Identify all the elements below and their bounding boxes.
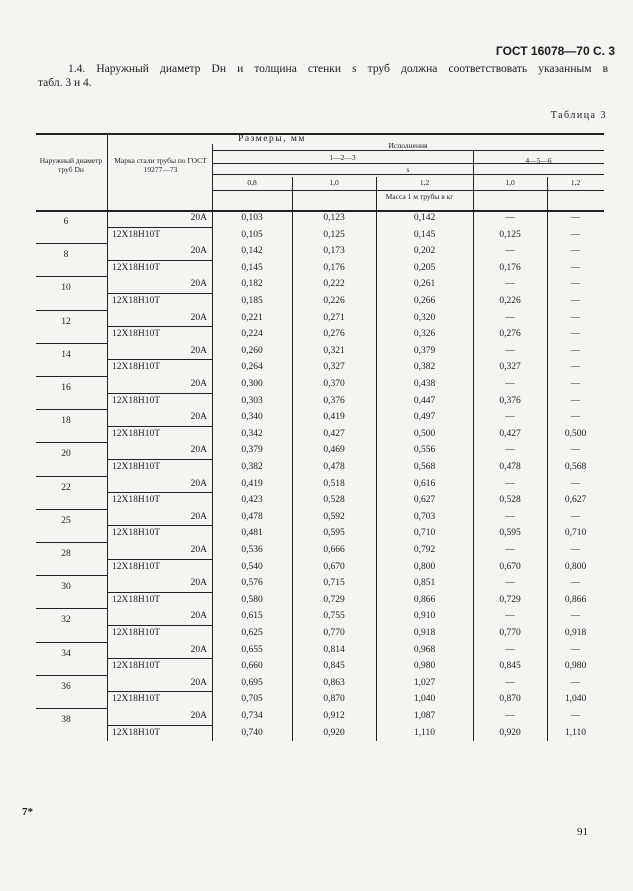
mass-value-cell: 0,226	[499, 296, 521, 306]
mass-value-cell: 0,419	[241, 478, 263, 489]
mass-value-cell: 0,792	[413, 545, 436, 555]
table-label: Таблица 3	[550, 110, 607, 121]
steel-grade-cell: 20А	[190, 611, 207, 622]
mass-value-cell: 0,447	[413, 395, 436, 406]
mass-value-cell: —	[570, 279, 581, 290]
mass-value-cell: 0,125	[499, 229, 521, 240]
mass-value-cell: 0,427	[323, 428, 345, 439]
mass-value-cell: —	[570, 677, 581, 688]
mass-value-cell: —	[505, 644, 515, 655]
mass-value-cell: 0,478	[241, 511, 263, 522]
mass-value-cell: 0,266	[413, 296, 436, 306]
paragraph-line-2: табл. 3 и 4.	[38, 77, 92, 89]
mass-value-cell: 0,814	[323, 644, 345, 655]
thickness-col-5: 1,2	[570, 178, 581, 187]
mass-header: Масса 1 м трубы в кг	[385, 192, 454, 201]
mass-value-cell: 0,980	[564, 661, 587, 672]
mass-value-cell: 0,734	[241, 711, 263, 721]
steel-grade-header: Марка стали трубы по ГОСТ 19277—73	[114, 156, 207, 174]
mass-value-cell: 0,518	[323, 478, 345, 489]
mass-value-cell: 0,568	[564, 462, 587, 472]
diameter-group-rule	[36, 575, 107, 576]
steel-grade-cell: 12Х18Н10Т	[112, 296, 161, 306]
mass-value-cell: 0,382	[413, 362, 436, 373]
mass-value-cell: 1,040	[413, 694, 436, 705]
steel-row-rule	[107, 525, 212, 526]
steel-row-rule	[107, 725, 212, 726]
steel-grade-cell: 12Х18Н10Т	[112, 594, 161, 605]
mass-value-cell: 0,221	[241, 312, 263, 323]
steel-grade-cell: 12Х18Н10Т	[112, 229, 161, 240]
steel-grade-cell: 12Х18Н10Т	[112, 395, 161, 406]
s-rule	[212, 174, 604, 175]
mass-value-cell: 0,912	[323, 711, 345, 721]
mass-value-cell: 0,800	[564, 561, 587, 572]
diameter-group-rule	[36, 675, 107, 676]
mass-value-cell: —	[570, 213, 581, 223]
mass-value-cell: 0,376	[323, 395, 345, 406]
mass-value-cell: 0,105	[241, 229, 263, 240]
mass-value-cell: 0,616	[413, 478, 436, 489]
mass-value-cell: —	[570, 379, 581, 389]
outer-diameter-header: Наружный диаметр труб Dн	[39, 156, 103, 174]
diameter-group-rule	[36, 476, 107, 477]
mass-value-cell: 0,320	[413, 312, 436, 323]
mass-value-cell: —	[570, 511, 581, 522]
steel-grade-cell: 20А	[190, 677, 207, 688]
mass-value-cell: 0,185	[241, 296, 263, 306]
mass-value-cell: —	[505, 711, 515, 721]
mass-value-cell: 0,568	[413, 462, 436, 472]
mass-value-cell: —	[505, 412, 515, 423]
diameter-cell: 32	[61, 615, 71, 626]
steel-grade-cell: 20А	[190, 478, 207, 489]
mass-value-cell: —	[570, 611, 581, 622]
steel-grade-cell: 20А	[190, 545, 207, 555]
mass-value-cell: —	[505, 677, 515, 688]
mass-value-cell: 0,627	[564, 495, 587, 506]
mass-value-cell: 0,260	[241, 345, 263, 356]
steel-row-rule	[107, 658, 212, 659]
diameter-group-rule	[36, 376, 107, 377]
diameter-group-rule	[36, 243, 107, 244]
mass-value-cell: 0,342	[241, 428, 263, 439]
mass-value-cell: 0,615	[241, 611, 263, 622]
mass-value-cell: 0,226	[323, 296, 345, 306]
mass-value-cell: 1,027	[413, 677, 436, 688]
mass-value-cell: 0,224	[241, 329, 263, 340]
steel-grade-cell: 12Х18Н10Т	[112, 329, 161, 340]
mass-value-cell: 0,423	[241, 495, 263, 506]
mass-value-cell: 0,145	[241, 262, 263, 273]
mass-value-cell: 0,271	[323, 312, 345, 323]
diameter-group-rule	[36, 276, 107, 277]
steel-grade-cell: 20А	[190, 578, 207, 589]
mass-value-cell: 0,770	[499, 628, 521, 638]
mass-value-cell: 0,276	[323, 329, 345, 340]
mass-value-cell: 0,497	[413, 412, 436, 423]
mass-value-cell: 0,863	[323, 677, 345, 688]
steel-row-rule	[107, 326, 212, 327]
mass-value-cell: 0,755	[323, 611, 345, 622]
mass-value-cell: 0,910	[413, 611, 436, 622]
mass-value-cell: 1,040	[564, 694, 587, 705]
diameter-cell: 8	[63, 250, 69, 261]
mass-value-cell: —	[570, 329, 581, 340]
mass-value-cell: 0,419	[323, 412, 345, 423]
execution-rule	[212, 150, 604, 151]
thickness-col-1: 0,8	[247, 178, 257, 187]
mass-value-cell: 0,556	[413, 445, 436, 456]
mass-value-cell: —	[570, 296, 581, 306]
mass-value-cell: 0,695	[241, 677, 263, 688]
steel-grade-cell: 20А	[190, 711, 207, 721]
steel-row-rule	[107, 625, 212, 626]
diameter-cell: 16	[61, 383, 71, 393]
paragraph-line-1: 1.4. Наружный диаметр Dн и толщина стенки s труб должна соответствовать указанным в	[68, 63, 608, 75]
mass-value-cell: 0,173	[323, 246, 345, 257]
mass-value-cell: 0,176	[499, 262, 521, 273]
steel-grade-cell: 20А	[190, 379, 207, 389]
steel-grade-cell: 12Х18Н10Т	[112, 362, 161, 373]
diameter-cell: 6	[63, 217, 69, 227]
thickness-col-4: 1,0	[505, 178, 515, 187]
thickness-col-2: 1,0	[329, 178, 339, 187]
mass-value-cell: 0,710	[413, 528, 436, 539]
diameter-cell: 14	[61, 349, 71, 360]
mass-value-cell: —	[505, 312, 515, 323]
mass-value-cell: 0,222	[323, 279, 345, 290]
mass-value-cell: —	[570, 395, 581, 406]
mass-value-cell: 0,528	[323, 495, 345, 506]
diameter-cell: 30	[61, 582, 71, 593]
mass-value-cell: 0,918	[564, 628, 587, 638]
mass-value-cell: 0,469	[323, 445, 345, 456]
mass-value-cell: 0,870	[323, 694, 345, 705]
mass-value-cell: —	[505, 545, 515, 555]
steel-grade-cell: 12Х18Н10Т	[112, 262, 161, 273]
steel-grade-cell: 20А	[190, 312, 207, 323]
mass-value-cell: —	[570, 312, 581, 323]
mass-value-cell: 0,666	[323, 545, 345, 555]
mass-value-cell: 0,528	[499, 495, 521, 506]
mass-value-cell: 0,103	[241, 213, 263, 223]
mass-value-cell: 0,845	[499, 661, 521, 672]
mass-value-cell: 0,920	[499, 727, 521, 738]
mass-value-cell: 0,670	[323, 561, 345, 572]
mass-value-cell: 0,376	[499, 395, 521, 406]
diameter-group-rule	[36, 343, 107, 344]
steel-grade-cell: 12Х18Н10Т	[112, 495, 161, 506]
steel-grade-cell: 20А	[190, 445, 207, 456]
mass-value-cell: —	[505, 279, 515, 290]
mass-value-cell: —	[505, 379, 515, 389]
diameter-group-rule	[36, 310, 107, 311]
steel-row-rule	[107, 227, 212, 228]
mass-value-cell: 0,300	[241, 379, 263, 389]
header-bottom-rule	[36, 210, 604, 212]
mass-value-cell: 0,660	[241, 661, 263, 672]
mass-value-cell: —	[570, 246, 581, 257]
diameter-group-rule	[36, 642, 107, 643]
mass-value-cell: 0,123	[323, 213, 345, 223]
mass-value-cell: 0,379	[413, 345, 436, 356]
mass-value-cell: 0,980	[413, 661, 436, 672]
mass-value-cell: 0,592	[323, 511, 345, 522]
mass-value-cell: 0,740	[241, 727, 263, 738]
mass-value-cell: 0,627	[413, 495, 436, 506]
mass-value-cell: 0,705	[241, 694, 263, 705]
mass-value-cell: 0,670	[499, 561, 521, 572]
steel-row-rule	[107, 492, 212, 493]
group-b-header: 4—5—6	[525, 156, 552, 165]
mass-value-cell: —	[570, 362, 581, 373]
mass-value-cell: 0,870	[499, 694, 521, 705]
mass-value-cell: 0,595	[499, 528, 521, 539]
steel-grade-cell: 12Х18Н10Т	[112, 661, 161, 672]
mass-value-cell: 1,110	[413, 727, 436, 738]
mass-value-cell: 0,264	[241, 362, 263, 373]
steel-grade-cell: 12Х18Н10Т	[112, 628, 161, 638]
mass-value-cell: —	[570, 229, 581, 240]
footer-mark: 7*	[22, 806, 33, 818]
steel-grade-cell: 12Х18Н10Т	[112, 727, 161, 738]
divider-diameter-steel	[107, 133, 108, 741]
diameter-cell: 28	[61, 549, 71, 559]
mass-value-cell: 0,540	[241, 561, 263, 572]
steel-grade-cell: 12Х18Н10Т	[112, 428, 161, 439]
mass-value-cell: 0,703	[413, 511, 436, 522]
mass-value-cell: —	[505, 445, 515, 456]
diameter-group-rule	[36, 608, 107, 609]
diameter-cell: 10	[61, 283, 71, 294]
steel-row-rule	[107, 359, 212, 360]
steel-grade-cell: 20А	[190, 345, 207, 356]
steel-row-rule	[107, 260, 212, 261]
diameter-cell: 20	[61, 449, 71, 460]
mass-value-cell: —	[505, 478, 515, 489]
mass-value-cell: —	[570, 578, 581, 589]
mass-value-cell: —	[570, 412, 581, 423]
page-number: 91	[577, 826, 588, 838]
mass-value-cell: 0,145	[413, 229, 436, 240]
steel-grade-cell: 20А	[190, 412, 207, 423]
mass-value-cell: —	[570, 445, 581, 456]
mass-value-cell: —	[570, 644, 581, 655]
mass-value-cell: 0,710	[564, 528, 587, 539]
steel-row-rule	[107, 559, 212, 560]
mass-value-cell: —	[505, 345, 515, 356]
mass-value-cell: —	[505, 578, 515, 589]
group-a-header: 1—2—3	[329, 153, 356, 162]
mass-value-cell: 0,340	[241, 412, 263, 423]
steel-grade-cell: 20А	[190, 511, 207, 522]
mass-value-cell: 0,478	[323, 462, 345, 472]
diameter-group-rule	[36, 509, 107, 510]
mass-value-cell: —	[570, 545, 581, 555]
mass-value-cell: 0,438	[413, 379, 436, 389]
divider-col-2	[376, 177, 377, 741]
mass-value-cell: 0,303	[241, 395, 263, 406]
mass-value-cell: 0,321	[323, 345, 345, 356]
mass-value-cell: —	[505, 246, 515, 257]
steel-grade-cell: 20А	[190, 213, 207, 223]
mass-value-cell: 0,845	[323, 661, 345, 672]
mass-value-cell: 0,625	[241, 628, 263, 638]
steel-grade-cell: 12Х18Н10Т	[112, 694, 161, 705]
mass-value-cell: 0,205	[413, 262, 436, 273]
mass-value-cell: —	[505, 511, 515, 522]
mass-value-cell: 0,800	[413, 561, 436, 572]
steel-row-rule	[107, 426, 212, 427]
mass-value-cell: 0,920	[323, 727, 345, 738]
mass-value-cell: 0,427	[499, 428, 521, 439]
diameter-cell: 38	[61, 715, 71, 725]
steel-grade-cell: 12Х18Н10Т	[112, 561, 161, 572]
divider-col-4	[547, 177, 548, 741]
mass-value-cell: 0,715	[323, 578, 345, 589]
mass-value-cell: 0,125	[323, 229, 345, 240]
paragraph-1-4	[38, 62, 608, 90]
steel-grade-cell: 20А	[190, 644, 207, 655]
diameter-group-rule	[36, 542, 107, 543]
diameter-cell: 25	[61, 515, 71, 526]
mass-value-cell: 0,182	[241, 279, 263, 290]
mass-value-cell: 0,770	[323, 628, 345, 638]
mass-value-cell: 0,655	[241, 644, 263, 655]
mass-value-cell: 0,327	[323, 362, 345, 373]
mass-value-cell: 0,176	[323, 262, 345, 273]
diameter-cell: 36	[61, 681, 71, 692]
mass-value-cell: 0,261	[413, 279, 436, 290]
wall-thickness-header: s	[406, 165, 410, 174]
mass-value-cell: 0,142	[413, 213, 436, 223]
mass-value-cell: 0,580	[241, 594, 263, 605]
mass-value-cell: 0,142	[241, 246, 263, 257]
mass-value-cell: 0,536	[241, 545, 263, 555]
mass-value-cell: —	[570, 478, 581, 489]
steel-row-rule	[107, 592, 212, 593]
steel-row-rule	[107, 393, 212, 394]
steel-row-rule	[107, 691, 212, 692]
mass-value-cell: 0,481	[241, 528, 263, 539]
mass-value-cell: —	[570, 262, 581, 273]
diameter-cell: 18	[61, 416, 71, 427]
diameter-cell: 12	[61, 316, 71, 327]
mass-value-cell: 0,382	[241, 462, 263, 472]
mass-value-cell: 0,326	[413, 329, 436, 340]
mass-value-cell: 0,500	[413, 428, 436, 439]
document-standard-header: ГОСТ 16078—70 С. 3	[495, 44, 615, 58]
mass-value-cell: 0,500	[564, 428, 587, 439]
diameter-cell: 34	[61, 648, 71, 659]
mass-value-cell: 0,276	[499, 329, 521, 340]
steel-grade-cell: 20А	[190, 279, 207, 290]
steel-row-rule	[107, 293, 212, 294]
mass-value-cell: 0,851	[413, 578, 436, 589]
mass-value-cell: 1,110	[564, 727, 587, 738]
mass-value-cell: 0,379	[241, 445, 263, 456]
mass-value-cell: 0,327	[499, 362, 521, 373]
diameter-group-rule	[36, 409, 107, 410]
diameter-group-rule	[36, 442, 107, 443]
diameter-cell: 22	[61, 482, 71, 493]
mass-value-cell: —	[505, 611, 515, 622]
mass-value-cell: 0,729	[323, 594, 345, 605]
mass-value-cell: 0,370	[323, 379, 345, 389]
mass-value-cell: 0,595	[323, 528, 345, 539]
mass-value-cell: 1,087	[413, 711, 436, 721]
steel-grade-cell: 12Х18Н10Т	[112, 528, 161, 539]
mass-value-cell: 0,968	[413, 644, 436, 655]
diameter-group-rule	[36, 708, 107, 709]
mass-value-cell: 0,866	[413, 594, 436, 605]
sizes-header: Размеры, мм	[238, 134, 306, 144]
mass-value-cell: 0,918	[413, 628, 436, 638]
mass-value-cell: —	[505, 213, 515, 223]
mass-value-cell: 0,866	[564, 594, 587, 605]
mass-value-cell: —	[570, 711, 581, 721]
thickness-rule	[212, 190, 604, 191]
mass-value-cell: 0,729	[499, 594, 521, 605]
mass-value-cell: 0,202	[413, 246, 436, 257]
mass-value-cell: 0,478	[499, 462, 521, 472]
mass-value-cell: 0,576	[241, 578, 263, 589]
thickness-col-3: 1,2	[419, 178, 430, 187]
steel-grade-cell: 20А	[190, 246, 207, 257]
execution-header: Исполнения	[388, 141, 428, 150]
mass-value-cell: —	[570, 345, 581, 356]
steel-row-rule	[107, 459, 212, 460]
steel-grade-cell: 12Х18Н10Т	[112, 462, 161, 472]
divider-col-1	[292, 177, 293, 741]
